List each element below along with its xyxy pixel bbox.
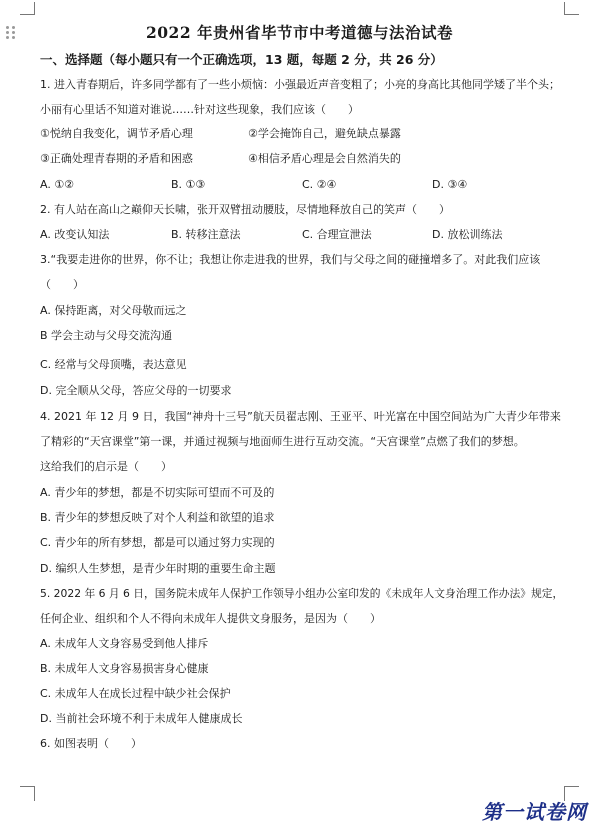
question-5-line: 任何企业、组织和个人不得向未成年人提供文身服务，是因为（ ） — [40, 612, 381, 625]
section-heading: 一、选择题（每小题只有一个正确选项，13 题，每题 2 分，共 26 分） — [40, 52, 443, 67]
question-4-choice[interactable]: D. 编织人生梦想，是青少年时期的重要生命主题 — [40, 562, 276, 575]
watermark-logo: 第一试卷网 — [482, 800, 587, 824]
question-2-choice[interactable]: A. 改变认知法 — [40, 228, 110, 241]
page-title: 2022 年贵州省毕节市中考道德与法治试卷 — [145, 23, 454, 42]
question-1-choice[interactable]: B. ①③ — [171, 178, 206, 191]
question-5-choice[interactable]: B. 未成年人文身容易损害身心健康 — [40, 662, 209, 675]
question-3-choice[interactable]: A. 保持距离，对父母敬而远之 — [40, 304, 187, 317]
question-2-line: 2. 有人站在高山之巅仰天长啸，张开双臂扭动腰肢，尽情地释放自己的笑声（ ） — [40, 203, 450, 216]
question-3-line: （ ） — [40, 278, 84, 291]
question-5-line: 5. 2022 年 6 月 6 日，国务院未成年人保护工作领导小组办公室印发的《未成年人文身治理工作办法》规定， — [40, 587, 564, 600]
question-4-line: 了精彩的“天宫课堂”第一课，并通过视频与地面师生进行互动交流。“天宫课堂”点燃了我们的梦想。 — [40, 435, 525, 448]
question-2-choice[interactable]: B. 转移注意法 — [171, 228, 241, 241]
page-corner-mark — [564, 2, 579, 15]
question-1-choice[interactable]: A. ①② — [40, 178, 75, 191]
question-3-choice[interactable]: B 学会主动与父母交流沟通 — [40, 329, 173, 342]
question-1-line: 1. 进入青春期后，许多同学都有了一些小烦恼：小强最近声音变粗了；小亮的身高比其他同学矮了半个头； — [40, 78, 560, 91]
page-corner-mark — [20, 2, 35, 15]
question-1-statement: ③正确处理青春期的矛盾和困惑 — [40, 152, 193, 165]
question-1-statement: ①悦纳自我变化，调节矛盾心理 — [40, 127, 193, 140]
question-4-choice[interactable]: B. 青少年的梦想反映了对个人利益和欲望的追求 — [40, 511, 275, 524]
question-2-choice[interactable]: D. 放松训练法 — [432, 228, 503, 241]
question-3-choice[interactable]: C. 经常与父母顶嘴，表达意见 — [40, 358, 187, 371]
question-1-choice[interactable]: C. ②④ — [302, 178, 337, 191]
question-6-line: 6. 如图表明（ ） — [40, 737, 142, 750]
question-5-choice[interactable]: C. 未成年人在成长过程中缺少社会保护 — [40, 687, 231, 700]
question-3-line: 3.“我要走进你的世界，你不让；我想让你走进我的世界，我们与父母之间的碰撞增多了。对此我们应该 — [40, 253, 541, 266]
question-3-choice[interactable]: D. 完全顺从父母，答应父母的一切要求 — [40, 384, 232, 397]
question-5-choice[interactable]: A. 未成年人文身容易受到他人排斥 — [40, 637, 209, 650]
question-4-choice[interactable]: C. 青少年的所有梦想，都是可以通过努力实现的 — [40, 536, 275, 549]
question-4-line: 4. 2021 年 12 月 9 日，我国“神舟十三号”航天员翟志刚、王亚平、叶光富在中国空间站为广大青少年带来 — [40, 410, 561, 423]
question-5-choice[interactable]: D. 当前社会环境不利于未成年人健康成长 — [40, 712, 243, 725]
question-1-choice[interactable]: D. ③④ — [432, 178, 468, 191]
question-2-choice[interactable]: C. 合理宣泄法 — [302, 228, 372, 241]
question-4-line: 这给我们的启示是（ ） — [40, 460, 172, 473]
page-corner-mark — [20, 786, 35, 801]
question-4-choice[interactable]: A. 青少年的梦想，都是不切实际可望而不可及的 — [40, 486, 275, 499]
question-1-line: 小丽有心里话不知道对谁说……针对这些现象，我们应该（ ） — [40, 103, 359, 116]
question-1-statement: ④相信矛盾心理是会自然消失的 — [248, 152, 401, 165]
question-1-statement: ②学会掩饰自己，避免缺点暴露 — [248, 127, 401, 140]
